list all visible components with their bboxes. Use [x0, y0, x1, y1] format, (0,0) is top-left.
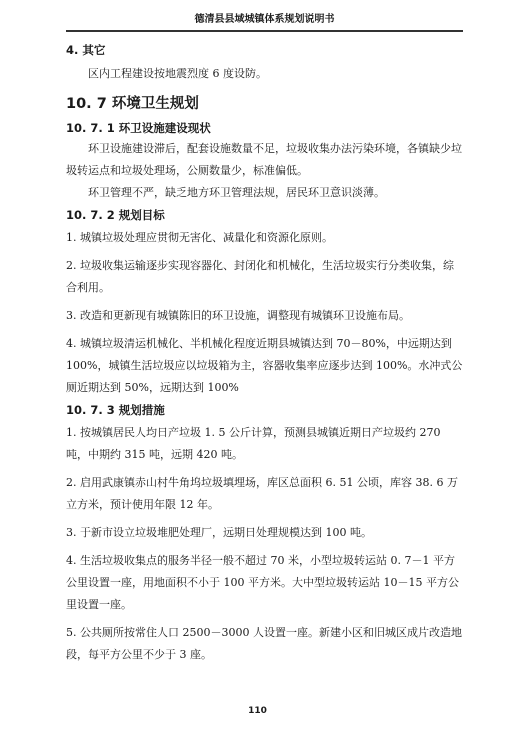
list-item: 4. 城镇垃圾清运机械化、半机械化程度近期县城镇达到 70－80%，中远期达到 100%，城镇生活垃圾应以垃圾箱为主，容器收集率应逐步达到 100%。水冲式公厕近期达到 50%，远期达到 100% — [66, 337, 463, 394]
list-item: 4. 生活垃圾收集点的服务半径一般不超过 70 米，小型垃圾转运站 0. 7－1 平方公里设置一座，用地面积不小于 100 平方米。大中型垃圾转运站 10－15 平方公里设置一座。 — [66, 554, 459, 611]
list-item: 2. 垃圾收集运输逐步实现容器化、封闭化和机械化，生活垃圾实行分类收集，综合利用。 — [66, 259, 454, 294]
paragraph: 环卫管理不严，缺乏地方环卫管理法规，居民环卫意识淡薄。 — [88, 186, 385, 199]
section-4-text: 区内工程建设按地震烈度 6 度设防。 — [88, 67, 267, 80]
section-heading-10-7: 10. 7 环境卫生规划 — [66, 96, 199, 112]
section-heading-4: 4. 其它 — [66, 43, 106, 57]
page-body — [66, 42, 463, 666]
page-number: 110 — [248, 706, 267, 716]
list-item: 1. 按城镇居民人均日产垃圾 1. 5 公斤计算，预测县城镇近期日产垃圾约 270 吨，中期约 315 吨，远期 420 吨。 — [66, 426, 441, 461]
list-item: 5. 公共厕所按常住人口 2500－3000 人设置一座。新建小区和旧城区成片改造地段，每平方公里不少于 3 座。 — [66, 626, 462, 661]
list-item: 1. 城镇垃圾处理应贯彻无害化、减量化和资源化原则。 — [66, 231, 333, 244]
page-header — [66, 10, 463, 32]
section-heading-10-7-1: 10. 7. 1 环卫设施建设现状 — [66, 121, 211, 135]
section-heading-10-7-2: 10. 7. 2 规划目标 — [66, 208, 165, 222]
paragraph: 环卫设施建设滞后，配套设施数量不足，垃圾收集办法污染环境，各镇缺少垃圾转运点和垃圾处理场，公厕数量少，标准偏低。 — [66, 142, 462, 177]
list-item: 2. 启用武康镇赤山村牛角坞垃圾填埋场，库区总面积 6. 51 公顷，库容 38. 6 万立方米，预计使用年限 12 年。 — [66, 476, 458, 511]
list-item: 3. 于新市设立垃圾堆肥处理厂，远期日处理规模达到 100 吨。 — [66, 526, 372, 539]
list-item: 3. 改造和更新现有城镇陈旧的环卫设施，调整现有城镇环卫设施布局。 — [66, 309, 410, 322]
document-title: 德清县县域城镇体系规划说明书 — [194, 14, 335, 25]
section-heading-10-7-3: 10. 7. 3 规划措施 — [66, 403, 165, 417]
